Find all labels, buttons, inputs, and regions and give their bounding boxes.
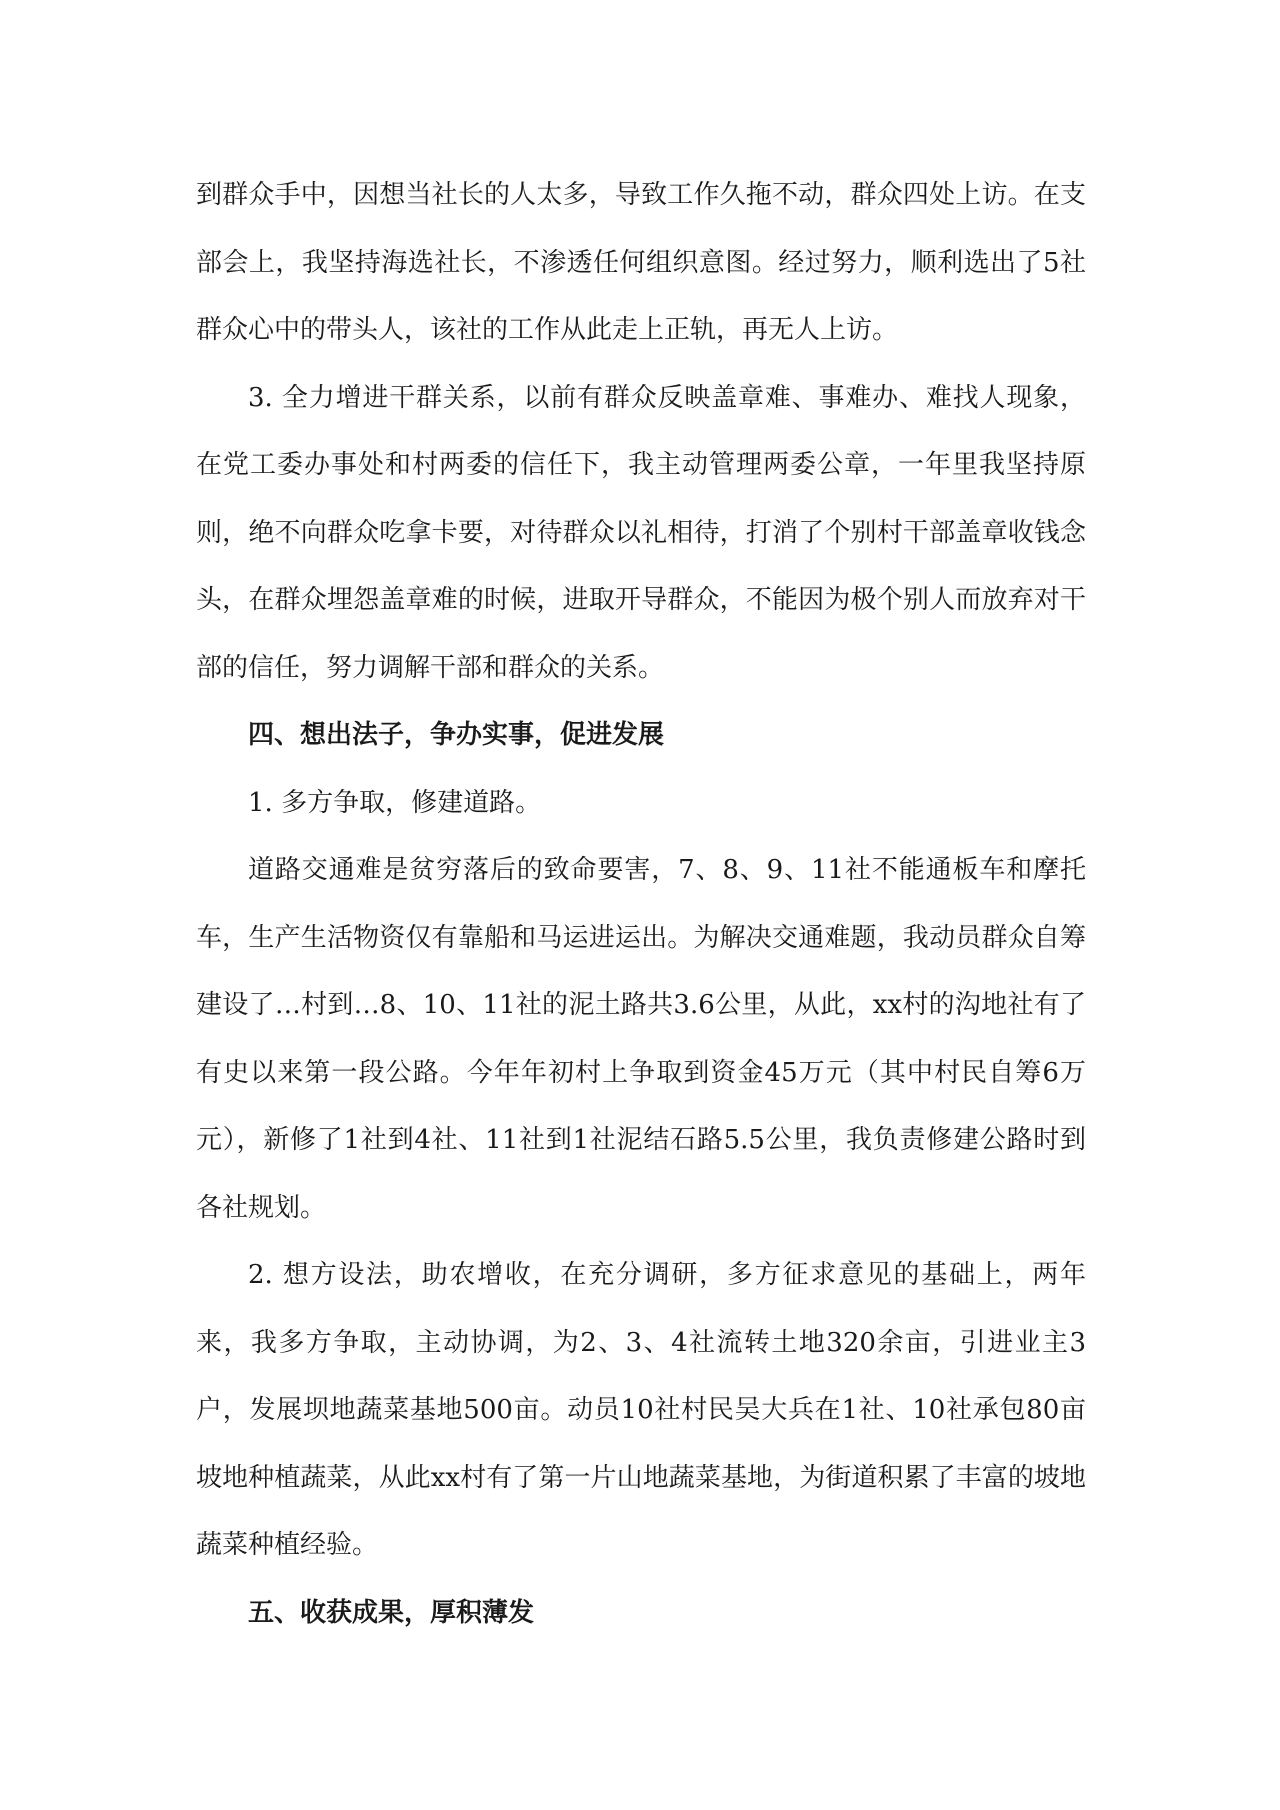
paragraph-continuation: 到群众手中，因想当社长的人太多，导致工作久拖不动，群众四处上访。在支部会上，我坚持海选社长，不渗透任何组织意图。经过努力，顺利选出了5社群众心中的带头人，该社的工作从此走上正轨，再无人上访。 [196,180,1086,345]
paragraph-road-title: 1. 多方争取，修建道路。 [248,787,542,818]
paragraph-road-detail: 道路交通难是贫穷落后的致命要害，7、8、9、11社不能通板车和摩托车，生产生活物资仅有靠船和马运进运出。为解决交通难题，我动员群众自筹建设了…村到…8、10、11社的泥土路共3.6公里，从此，xx村的沟地社有了有史以来第一段公路。今年年初村上争取到资金45万元（其中村民自筹6万元），新修了1社到4社、11社到1社泥结石路5.5公里，我负责修建公路时到各社规划。 [196,855,1086,1223]
section-heading-five: 五、收获成果，厚积薄发 [248,1597,535,1628]
paragraph-income: 2. 想方设法，助农增收，在充分调研，多方征求意见的基础上，两年来，我多方争取，主动协调，为2、3、4社流转土地320余亩，引进业主3户，发展坝地蔬菜基地500亩。动员10社村民吴大兵在1社、10社承包80亩坡地种植蔬菜，从此xx村有了第一片山地蔬菜基地，为街道积累了丰富的坡地蔬菜种植经验。 [196,1260,1086,1560]
paragraph-cadre-relations: 3. 全力增进干群关系，以前有群众反映盖章难、事难办、难找人现象，在党工委办事处和村两委的信任下，我主动管理两委公章，一年里我坚持原则，绝不向群众吃拿卡要，对待群众以礼相待，打消了个别村干部盖章收钱念头，在群众埋怨盖章难的时候，进取开导群众，不能因为极个别人而放弃对干部的信任，努力调解干部和群众的关系。 [196,382,1086,683]
document-body [196,162,1086,1647]
section-heading-four: 四、想出法子，争办实事，促进发展 [248,720,665,750]
